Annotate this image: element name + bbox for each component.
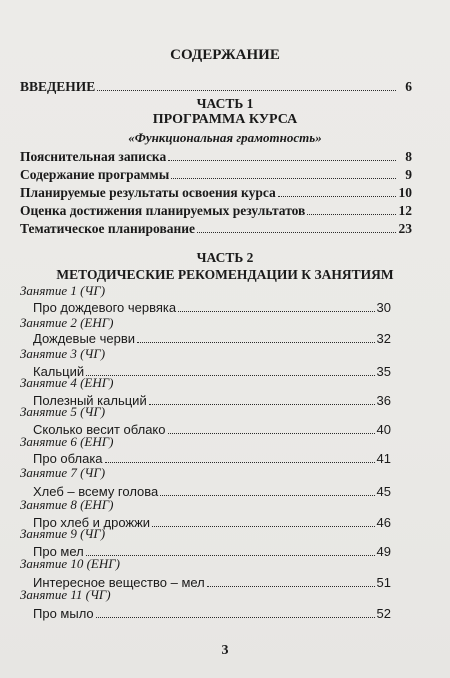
dot-leader (207, 586, 375, 587)
dot-leader (149, 404, 375, 405)
dot-leader (307, 214, 396, 215)
toc-entry-page: 35 (376, 364, 391, 379)
toc-entry-page: 9 (405, 167, 412, 182)
lesson-label: Занятие 5 (ЧГ) (20, 404, 106, 419)
toc-entry[interactable] (20, 202, 412, 220)
lesson-label: Занятие 6 (ЕНГ) (20, 434, 114, 449)
toc-entry-page: 10 (398, 185, 412, 200)
contents-heading: СОДЕРЖАНИЕ (170, 47, 280, 63)
toc-entry-page: 8 (405, 149, 412, 164)
lesson-label: Занятие 7 (ЧГ) (20, 465, 106, 480)
part1-title: ЧАСТЬ 1 (196, 96, 254, 111)
toc-entry-label: Оценка достижения планируемых результатов (20, 203, 306, 218)
toc-entry-label: Про мыло (33, 606, 94, 621)
course-title: «Функциональная грамотность» (128, 130, 322, 145)
lesson-label: Занятие 11 (ЧГ) (20, 587, 111, 602)
toc-entry-page: 45 (376, 484, 391, 499)
toc-entry-label: Содержание программы (20, 167, 170, 182)
part2-subtitle: МЕТОДИЧЕСКИЕ РЕКОМЕНДАЦИИ К ЗАНЯТИЯМ (56, 267, 394, 282)
dot-leader (178, 311, 374, 312)
part2-title: ЧАСТЬ 2 (196, 250, 254, 265)
toc-entry-label: Кальций (33, 364, 85, 379)
dot-leader (105, 462, 375, 463)
lesson-label: Занятие 10 (ЕНГ) (20, 556, 120, 571)
toc-entry[interactable] (20, 220, 412, 238)
toc-entry-label: Про хлеб и дрожжи (33, 515, 151, 530)
dot-leader (86, 555, 375, 556)
toc-entry-page: 12 (398, 203, 412, 218)
toc-entry-page: 46 (376, 515, 391, 530)
toc-entry[interactable] (20, 166, 412, 184)
toc-entry-page: 51 (376, 575, 391, 590)
toc-entry[interactable] (20, 148, 412, 166)
toc-entry-page: 32 (376, 331, 391, 346)
toc-entry-label: Про облака (33, 451, 103, 466)
page-number: 3 (221, 643, 229, 658)
toc-entry-label: Тематическое планирование (20, 221, 196, 236)
part1-subtitle: ПРОГРАММА КУРСА (152, 112, 298, 127)
lesson-label: Занятие 2 (ЕНГ) (20, 315, 114, 330)
lesson-label: Занятие 1 (ЧГ) (20, 283, 106, 298)
toc-entry-page: 41 (376, 451, 391, 466)
toc-entry-label: ВВЕДЕНИЕ (20, 79, 96, 94)
dot-leader (137, 342, 374, 343)
dot-leader (168, 160, 396, 161)
toc-entry-page: 36 (376, 393, 391, 408)
dot-leader (152, 526, 374, 527)
toc-entry-intro[interactable] (20, 78, 412, 96)
toc-entry-label: Пояснительная записка (20, 149, 167, 164)
dot-leader (97, 90, 396, 91)
toc-entry-page: 52 (376, 606, 391, 621)
dot-leader (86, 375, 374, 376)
lesson-label: Занятие 8 (ЕНГ) (20, 497, 114, 512)
toc-entry-page: 49 (376, 544, 391, 559)
toc-entry-page: 23 (398, 221, 412, 236)
toc-entry-label: Дождевые черви (33, 331, 136, 346)
toc-entry-label: Про мел (33, 544, 84, 559)
dot-leader (160, 495, 374, 496)
toc-entry[interactable] (20, 184, 412, 202)
dot-leader (197, 232, 396, 233)
dot-leader (168, 433, 375, 434)
toc-entry-page: 40 (376, 422, 391, 437)
lesson-label: Занятие 9 (ЧГ) (20, 526, 106, 541)
toc-entry-label: Хлеб – всему голова (33, 484, 159, 499)
toc-entry-label: Про дождевого червяка (33, 300, 177, 315)
toc-entry-lesson[interactable] (33, 605, 391, 623)
dot-leader (96, 617, 375, 618)
toc-entry-page: 30 (376, 300, 391, 315)
toc-entry-page: 6 (405, 79, 412, 94)
lesson-label: Занятие 4 (ЕНГ) (20, 375, 114, 390)
toc-entry-label: Планируемые результаты освоения курса (20, 185, 276, 200)
dot-leader (278, 196, 396, 197)
toc-entry-label: Сколько весит облако (33, 422, 166, 437)
lesson-label: Занятие 3 (ЧГ) (20, 346, 106, 361)
toc-entry-label: Интересное вещество – мел (33, 575, 205, 590)
dot-leader (171, 178, 396, 179)
toc-entry-label: Полезный кальций (33, 393, 147, 408)
